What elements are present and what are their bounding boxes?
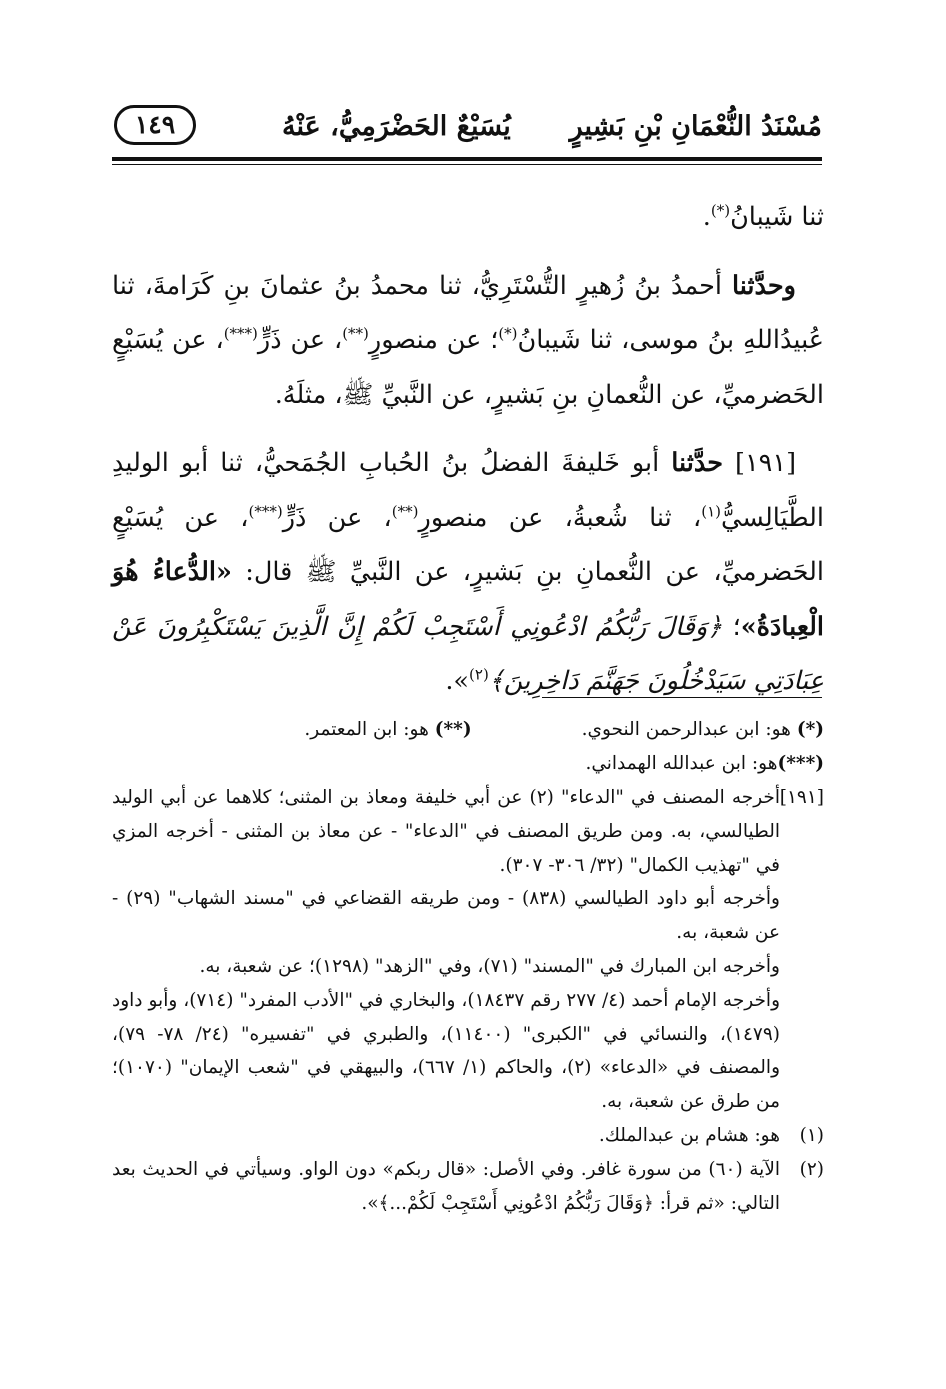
paragraph-text: أحمدُ بنُ زُهيرٍ التُّسْتَرِيُّ، ثنا محمدُ بنُ عثمانَ بنِ كَرَامةَ، ثنا عُبيدُاللهِ بنُ موسى، ثنا شَيبانُ [112, 270, 824, 355]
footnote-paragraph: هو: هشام بن عبدالملك. [598, 1124, 780, 1146]
paragraph-text: ؛ عن منصورٍ [368, 325, 499, 355]
footnote-191 [112, 781, 824, 1119]
footnote-text: هو: ابن عبدالله الهمداني. [585, 753, 778, 774]
footnote-ref: (*) [710, 201, 731, 220]
paragraph-text: ، عن يُسَيْعٍ الحَضرميِّ، عن النُّعمانِ بنِ بَشيرٍ، عن النَّبيِّ ﷺ، مثلَهُ. [112, 325, 824, 410]
line-1-end: . [702, 202, 711, 232]
page-header [112, 105, 822, 153]
footnote-paragraph: أخرجه المصنف في "الدعاء" (٢) عن أبي خليفة ومعاذ بن المثنى؛ كلاهما عن أبي الوليد الطيالسي، به. ومن طريق المصنف في "الدعاء" - عن معاذ بن المثنى - أخرجه المزي في "تهذيب الكمال" (٣٢/ ٣٠٦- ٣٠٧). [112, 787, 780, 876]
header-rule-thin [112, 164, 822, 165]
paragraph-lead: حدَّثنا [671, 448, 723, 478]
footnote-mark: (*) [796, 719, 824, 740]
footnote-ref: (٢) [469, 665, 489, 684]
footnote-number: [١٩١] [779, 787, 824, 808]
footnote-text: هو: ابن عبدالرحمن النحوي. [581, 719, 791, 740]
paragraph-text: ، عن ذَرٍّ [282, 502, 392, 533]
footnote-text: هو: ابن المعتمر. [304, 719, 429, 740]
book-title: مُسْنَدُ النُّعْمَانِ بْنِ بَشِيرٍ [569, 111, 822, 142]
footnote-row [112, 747, 824, 781]
footnote-mark: (**) [434, 719, 472, 740]
footnote-ref: (**) [391, 502, 419, 520]
page-number-badge: ١٤٩ [114, 105, 196, 145]
footnote-number: (٢) [799, 1158, 824, 1180]
footnote-separator [542, 697, 822, 698]
footnote-mark: (***) [777, 753, 824, 774]
paragraph-lead: وحدَّثنا [731, 270, 796, 301]
footnote-ref: (**) [342, 324, 369, 343]
footnote-ref: (***) [248, 502, 283, 520]
footnote-paragraph: الآية (٦٠) من سورة غافر. وفي الأصل: «قال ربكم» دون الواو. وسيأتي في الحديث بعد التالي: «ثم قرأ: ﴿وَقَالَ رَبُّكُمُ ادْعُونِي أَسْتَجِبْ لَكُمْ...﴾». [112, 1158, 781, 1214]
section-title: يُسَيْعٌ الحَضْرَمِيُّ، عَنْهُ [282, 111, 511, 142]
footnote-row [112, 713, 824, 747]
footnotes [112, 713, 824, 1220]
hadith-number: [١٩١] [735, 448, 797, 478]
paragraph-text: ». [445, 666, 470, 696]
paragraph-chain [112, 259, 824, 423]
footnote-1 [112, 1119, 824, 1153]
paragraph-text: ، ثنا شُعبةُ، عن منصورٍ [418, 502, 702, 533]
paragraph-text: ، عن ذَرٍّ [257, 325, 343, 355]
footnote-number: (١) [799, 1124, 824, 1146]
footnote-paragraph: وأخرجه أبو داود الطيالسي (٨٣٨) - ومن طريقه القضاعي في "مسند الشهاب" (٢٩) - عن شعبة، به. [112, 888, 780, 944]
paragraph-hadith-191 [112, 436, 824, 709]
paragraph-text: ، عن يُسَيْعٍ الحَضرميِّ، عن النُّعمانِ بنِ بَشيرٍ، عن النَّبيِّ ﷺ قال: [112, 502, 824, 587]
paragraph-text: أبو خَليفةَ الفضلُ بنُ الحُبابِ الجُمَحيُّ، ثنا أبو الوليدِ الطَّيَالِسيُّ [112, 448, 824, 533]
footnote-paragraph: وأخرجه ابن المبارك في "المسند" (٧١)، وفي "الزهد" (١٢٩٨)؛ عن شعبة، به. [199, 955, 780, 977]
text-line-1 [112, 190, 824, 245]
footnote-ref: (*) [498, 324, 518, 343]
footnote-ref: (١) [701, 502, 721, 520]
footnote-2 [112, 1153, 824, 1221]
hadith-text: «الدُّعاءُ هُوَ الْعِبادَةُ» [112, 557, 824, 642]
header-rule-thick [112, 157, 822, 161]
footnote-paragraph: وأخرجه الإمام أحمد (٤/ ٢٧٧ رقم ١٨٤٣٧)، والبخاري في "الأدب المفرد" (٧١٤)، وأبو داود (١٤٧٩)، والنسائي في "الكبرى" (١١٤٠٠)، والطبري في "تفسيره" (٢٤/ ٧٨- ٧٩)، والمصنف في «الدعاء» (٢)، والحاكم (١/ ٦٦٧)، والبيهقي في "شعب الإيمان" (١٠٧٠)؛ من طرق عن شعبة، به. [112, 989, 781, 1113]
footnote-ref: (***) [223, 324, 258, 343]
paragraph-text: ؛ [722, 611, 741, 642]
main-text [112, 190, 824, 709]
quran-verse: ﴿وَقَالَ رَبُّكُمُ ادْعُونِي أَسْتَجِبْ لَكُمْ إِنَّ الَّذِينَ يَسْتَكْبِرُونَ عَنْ عِبَادَتِي سَيَدْخُلُونَ جَهَنَّمَ دَاخِرِينَ﴾ [112, 611, 824, 696]
line-1-text: ثنا شَيبانُ [730, 202, 824, 232]
